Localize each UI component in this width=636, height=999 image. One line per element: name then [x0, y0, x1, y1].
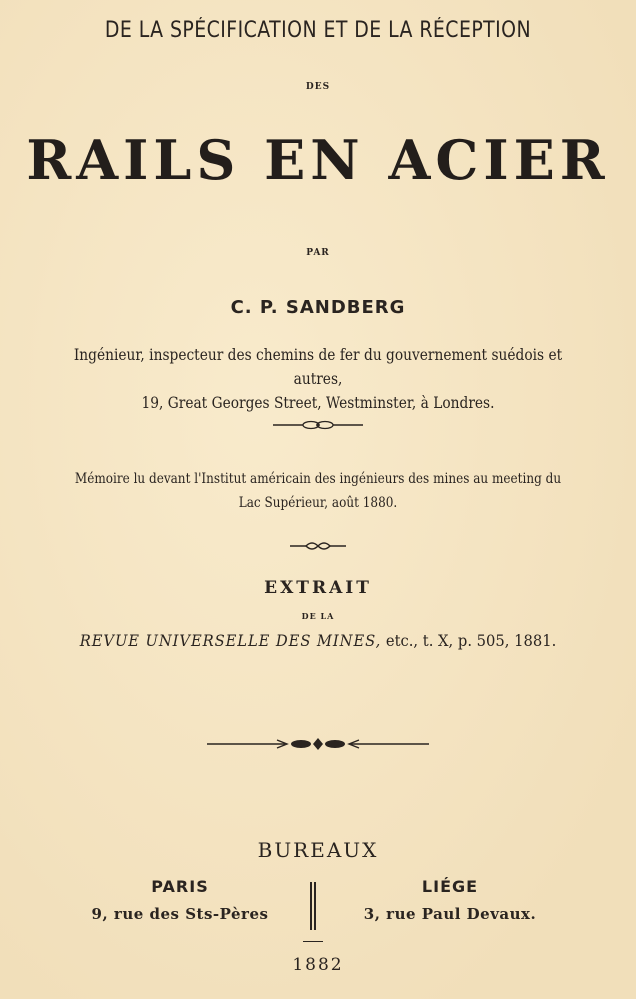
main-title: RAILS EN ACIER: [26, 128, 610, 192]
author-name: C. P. SANDBERG: [230, 297, 406, 318]
year-rule: [303, 941, 323, 942]
memoire-line-1: Mémoire lu devant l'Institut américain des ingénieurs des mines au meeting du: [74, 471, 562, 487]
memoire-line-2: Lac Supérieur, août 1880.: [238, 495, 398, 511]
column-divider: [310, 882, 316, 930]
extrait-label: EXTRAIT: [264, 578, 372, 598]
ornament-divider-1: [0, 418, 636, 432]
subtitle-heading: DE LA SPÉCIFICATION ET DE LA RÉCEPTION: [104, 18, 532, 43]
bureaux-heading: BUREAUX: [257, 838, 379, 862]
publication-year: 1882: [292, 955, 344, 975]
journal-citation: [44, 631, 592, 650]
paris-address: 9, rue des Sts-Pères: [91, 905, 269, 923]
liege-city: LIÉGE: [421, 877, 479, 896]
citation-details: etc., t. X, p. 505, 1881.: [381, 631, 557, 650]
ornament-divider-2: [0, 540, 636, 552]
journal-name: REVUE UNIVERSELLE DES MINES,: [79, 631, 382, 650]
author-affiliation: [62, 343, 575, 415]
affiliation-line-2: 19, Great Georges Street, Westminster, à Londres.: [141, 393, 495, 412]
memoire-note: [70, 467, 565, 515]
affiliation-line-1: Ingénieur, inspecteur des chemins de fer du gouvernement suédois et autres,: [73, 345, 563, 388]
par-label: PAR: [306, 248, 330, 258]
liege-address: 3, rue Paul Devaux.: [363, 905, 537, 923]
de-la-label: DE LA: [301, 611, 335, 621]
des-label: DES: [305, 82, 331, 92]
ornament-divider-3: [0, 735, 636, 753]
paris-city: PARIS: [151, 877, 209, 896]
